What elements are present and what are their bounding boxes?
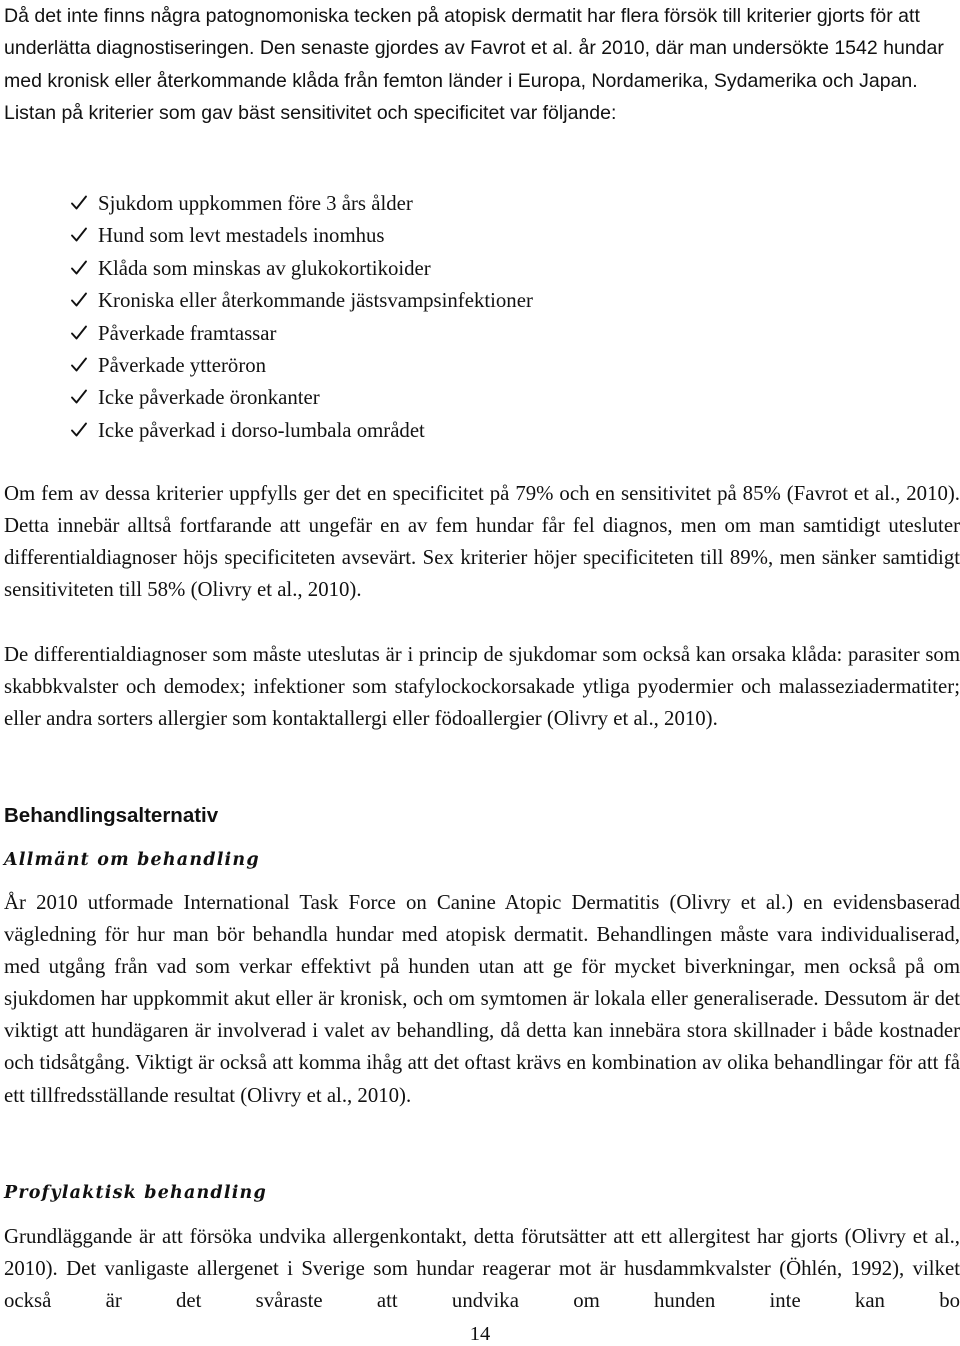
general-treatment-subheading: Allmänt om behandling <box>4 850 260 870</box>
checkmark-icon <box>70 388 88 406</box>
criteria-item <box>70 285 533 317</box>
general-treatment-paragraph: År 2010 utformade International Task Force on Canine Atopic Dermatitis (Olivry et al.) en evidensbaserad vägledning för hur man bör behandla hundar med atopisk dermatit. Behandlingen måste vara individualiserad, med utgång från vad som verkar effektivt på hunden utan att ge för mycket biverkningar, men också på om sjukdomen har uppkommit akut eller är kronisk, och om symtomen är lokala eller generaliserade. Dessutom är det viktigt att hundägaren är involverad i valet av behandling, då detta kan innebära stora skillnader i både kostnader och tidsåtgång. Viktigt är också att komma ihåg att det oftast krävs en kombination av olika behandlingar för att få ett tillfredsställande resultat (Olivry et al., 2010). <box>4 891 960 1107</box>
criteria-label: Kroniska eller återkommande jästsvampsinfektioner <box>98 289 533 313</box>
intro-paragraph: Då det inte finns några patognomoniska tecken på atopisk dermatit har flera försök till kriterier gjorts för att underlätta diagnostiseringen. Den senaste gjordes av Favrot et al. år 2010, där man undersökte 1542 hundar med kronisk eller återkommande klåda från femton länder i Europa, Nordamerika, Sydamerika och Japan. Listan på kriterier som gav bäst sensitivitet och specificitet var följande: <box>4 5 944 124</box>
treatment-heading: Behandlingsalternativ <box>4 804 219 827</box>
checkmark-icon <box>70 356 88 374</box>
criteria-item <box>70 318 533 350</box>
checkmark-icon <box>70 259 88 277</box>
page-number: 14 <box>469 1323 491 1345</box>
criteria-item <box>70 220 533 252</box>
criteria-item <box>70 188 533 220</box>
criteria-item <box>70 350 533 382</box>
criteria-label: Påverkade framtassar <box>98 321 277 345</box>
checkmark-icon <box>70 324 88 342</box>
criteria-list <box>70 188 533 447</box>
criteria-label: Sjukdom uppkommen före 3 års ålder <box>98 192 413 215</box>
checkmark-icon <box>70 194 88 212</box>
prophylactic-treatment-paragraph: Grundläggande är att försöka undvika allergenkontakt, detta förutsätter att ett allergitest har gjorts (Olivry et al., 2010). Det vanligaste allergenet i Sverige som hundar reagerar mot är husdammkvalster (Öhlén, 1992), vilket också är det svåraste att undvika om hunden inte kan bo <box>4 1225 960 1313</box>
criteria-label: Icke påverkade öronkanter <box>98 386 320 410</box>
criteria-label: Klåda som minskas av glukokortikoider <box>98 256 431 280</box>
criteria-item <box>70 253 533 285</box>
criteria-item <box>70 382 533 414</box>
differential-diagnosis-paragraph: De differentialdiagnoser som måste uteslutas är i princip de sjukdomar som också kan orsaka klåda: parasiter som skabbkvalster och demodex; infektioner som stafylockockorsakade ytliga pyodermier och malasseziadermatiter; eller andra sorters allergier som kontaktallergi eller födoallergier (Olivry et al., 2010). <box>4 643 960 731</box>
prophylactic-treatment-subheading: Profylaktisk behandling <box>4 1183 267 1203</box>
checkmark-icon <box>70 226 88 244</box>
checkmark-icon <box>70 291 88 309</box>
criteria-label: Hund som levt mestadels inomhus <box>98 224 385 248</box>
criteria-item <box>70 415 533 447</box>
criteria-label: Icke påverkad i dorso-lumbala området <box>98 418 425 442</box>
criteria-label: Påverkade ytteröron <box>98 354 267 378</box>
results-paragraph: Om fem av dessa kriterier uppfylls ger det en specificitet på 79% och en sensitivitet på 85% (Favrot et al., 2010). Detta innebär alltså fortfarande att ungefär en av fem hundar får fel diagnos, men om man samtidigt utesluter differentialdiagnoser höjs specificiteten avsevärt. Sex kriterier höjer specificiteten till 89%, men sänker samtidigt sensitiviteten till 58% (Olivry et al., 2010). <box>4 482 960 602</box>
checkmark-icon <box>70 421 88 439</box>
